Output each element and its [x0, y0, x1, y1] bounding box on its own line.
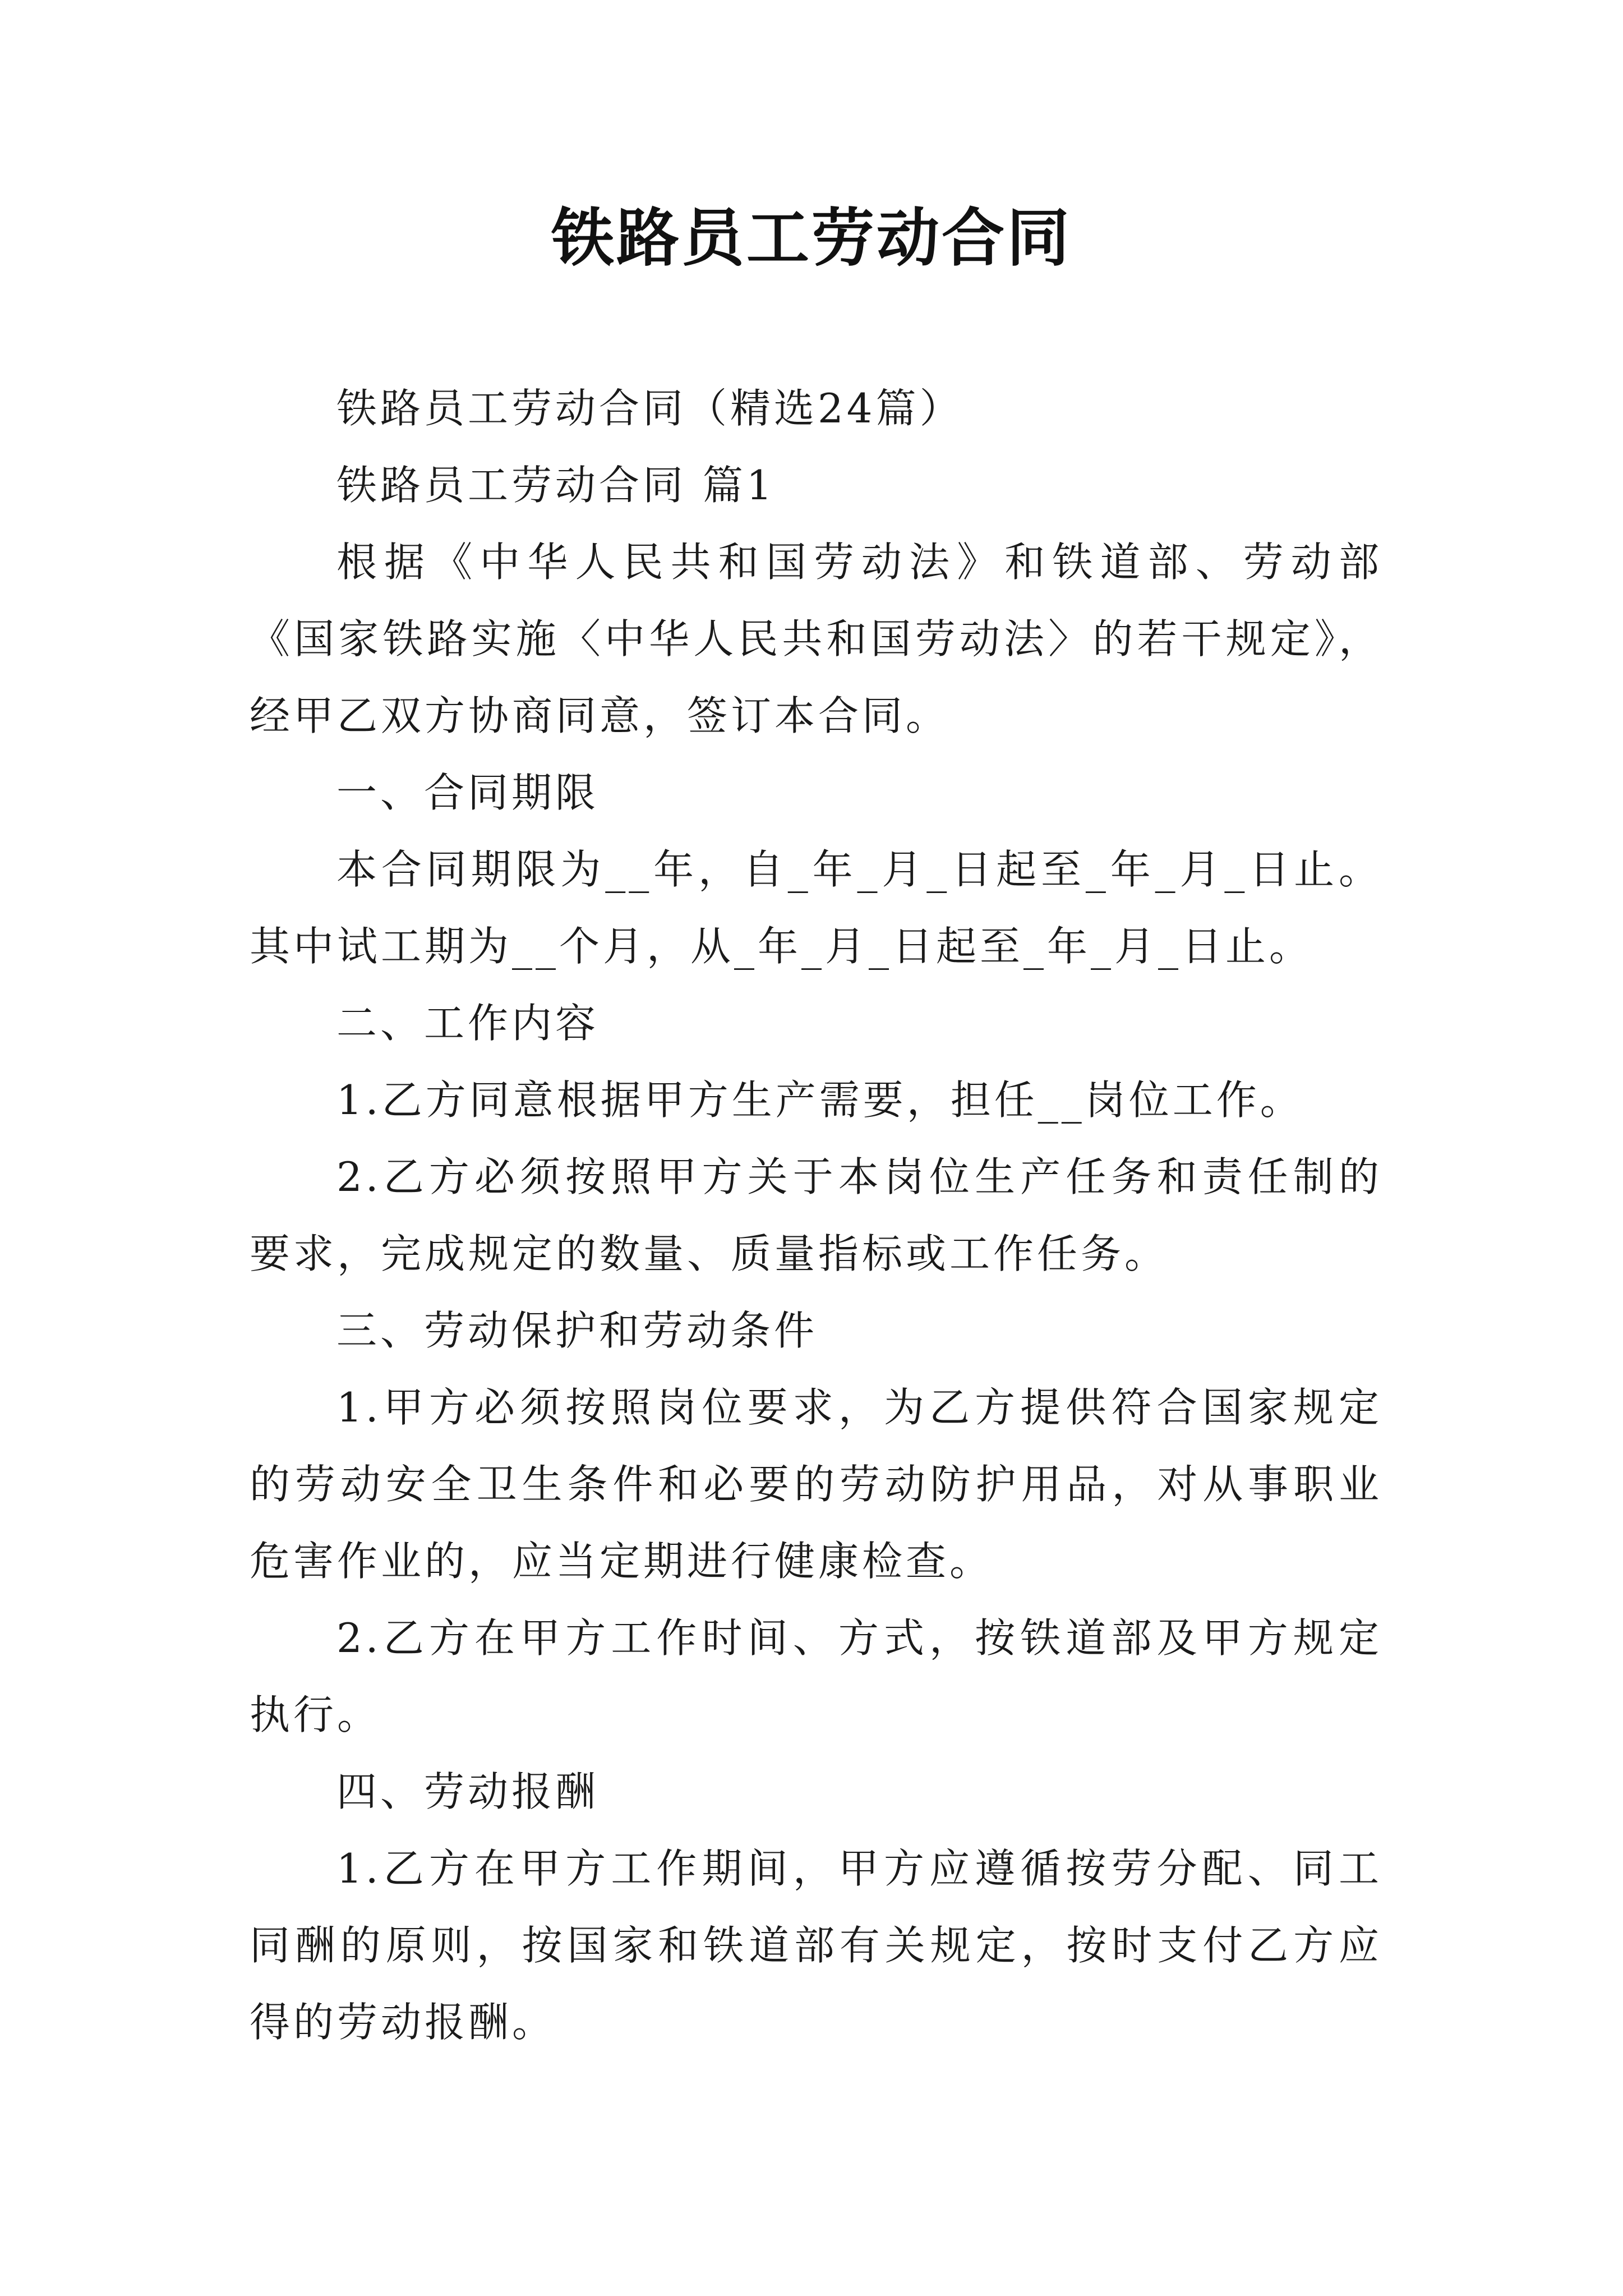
heading-remuneration: 四、劳动报酬	[336, 1768, 600, 1815]
document-title: 铁路员工劳动合同	[551, 201, 1072, 275]
heading-labor-protection: 三、劳动保护和劳动条件	[336, 1307, 818, 1354]
paragraph-remuneration-1: 1.乙方在甲方工作期间，甲方应遵循按劳分配、同工同酬的原则，按国家和铁道部有关规定，按时支付乙方应得的劳动报酬。	[250, 1845, 1382, 2046]
paragraph-preamble: 根据《中华人民共和国劳动法》和铁道部、劳动部《国家铁路实施〈中华人民共和国劳动法〉的若干规定》，经甲乙双方协商同意，签订本合同。	[250, 539, 1382, 739]
paragraph-labor-protection-2: 2.乙方在甲方工作时间、方式，按铁道部及甲方规定执行。	[250, 1614, 1382, 1738]
paragraph-work-content-2: 2.乙方必须按照甲方关于本岗位生产任务和责任制的要求，完成规定的数量、质量指标或工作任务。	[250, 1153, 1382, 1277]
heading-work-content: 二、工作内容	[336, 1000, 600, 1047]
paragraph-subtitle: 铁路员工劳动合同（精选24篇）	[336, 385, 963, 432]
paragraph-section-heading: 铁路员工劳动合同 篇1	[336, 462, 776, 509]
heading-contract-term: 一、合同期限	[336, 769, 600, 816]
paragraph-contract-term: 本合同期限为__年，自_年_月_日起至_年_月_日止。其中试工期为__个月，从_年_月_日起至_年_月_日止。	[250, 846, 1382, 970]
document-body	[250, 370, 1382, 2061]
paragraph-labor-protection-1: 1.甲方必须按照岗位要求，为乙方提供符合国家规定的劳动安全卫生条件和必要的劳动防护用品，对从事职业危害作业的，应当定期进行健康检查。	[250, 1384, 1382, 1585]
paragraph-work-content-1: 1.乙方同意根据甲方生产需要，担任__岗位工作。	[336, 1076, 1304, 1124]
